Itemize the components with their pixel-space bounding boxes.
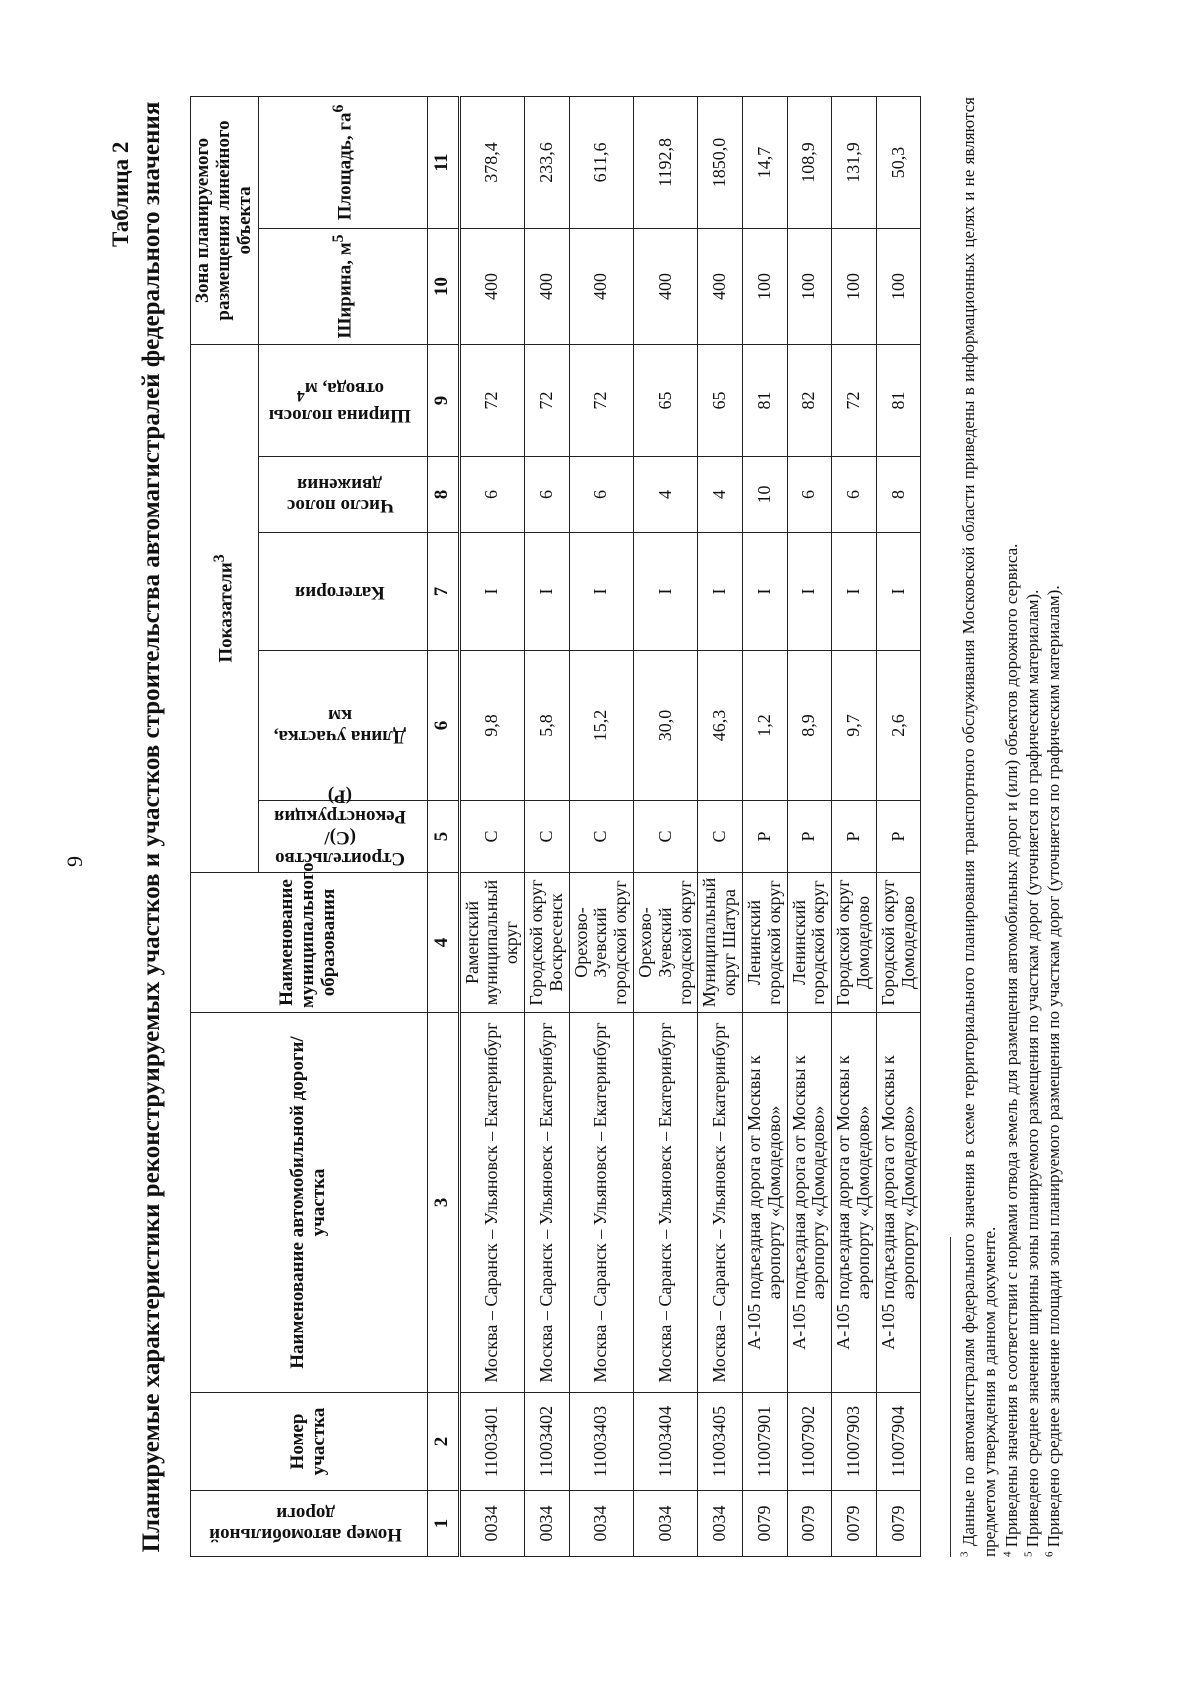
cell-lanes: 8 bbox=[876, 457, 921, 533]
cell-section-number: 11003405 bbox=[698, 1393, 743, 1491]
cell-category: I bbox=[633, 533, 697, 651]
header-section-number: Номер участка bbox=[191, 1393, 428, 1491]
cell-road-number: 0034 bbox=[633, 1491, 697, 1557]
cell-right-of-way: 65 bbox=[698, 344, 743, 456]
cell-road-name: Москва – Саранск – Ульяновск – Екатеринбург bbox=[459, 1013, 524, 1393]
cell-section-number: 11007904 bbox=[876, 1393, 921, 1491]
cell-construction-type: С bbox=[633, 801, 697, 873]
column-number: 3 bbox=[427, 1013, 459, 1393]
cell-category: I bbox=[459, 533, 524, 651]
cell-length: 1,2 bbox=[742, 651, 787, 801]
cell-lanes: 6 bbox=[832, 457, 877, 533]
cell-construction-type: Р bbox=[787, 801, 832, 873]
cell-section-number: 11003403 bbox=[569, 1393, 633, 1491]
header-category: Категория bbox=[258, 533, 427, 651]
cell-municipality: Муниципальный округ Шатура bbox=[698, 873, 743, 1013]
footnote-text: Приведено среднее значение ширины зоны планируемого размещения по участкам дорог (уточняется по графическим материалам). bbox=[1022, 589, 1042, 1548]
footnote-separator bbox=[950, 1237, 951, 1557]
road-sections-table bbox=[190, 96, 921, 1557]
cell-road-name: А-105 подъездная дорога от Москвы к аэропорту «Домодедово» bbox=[787, 1013, 832, 1393]
footnote bbox=[1001, 97, 1022, 1557]
cell-length: 15,2 bbox=[569, 651, 633, 801]
cell-lanes: 6 bbox=[569, 457, 633, 533]
cell-category: I bbox=[524, 533, 569, 651]
cell-municipality: Ленинский городской округ bbox=[787, 873, 832, 1013]
column-number: 7 bbox=[427, 533, 459, 651]
cell-right-of-way: 72 bbox=[832, 344, 877, 456]
cell-road-number: 0079 bbox=[787, 1491, 832, 1557]
footnote-mark: 6 bbox=[1043, 1551, 1056, 1557]
cell-zone-width: 100 bbox=[742, 228, 787, 344]
cell-road-number: 0079 bbox=[742, 1491, 787, 1557]
cell-road-name: А-105 подъездная дорога от Москвы к аэропорту «Домодедово» bbox=[742, 1013, 787, 1393]
cell-lanes: 6 bbox=[459, 457, 524, 533]
cell-zone-width: 100 bbox=[832, 228, 877, 344]
cell-right-of-way: 81 bbox=[742, 344, 787, 456]
column-number: 9 bbox=[427, 344, 459, 456]
cell-right-of-way: 81 bbox=[876, 344, 921, 456]
cell-zone-width: 400 bbox=[524, 228, 569, 344]
cell-right-of-way: 82 bbox=[787, 344, 832, 456]
footnote-text: Приведены значения в соответствии с нормами отвода земель для размещения автомобильных дорог и (или) объектов дорожного сервиса. bbox=[1001, 543, 1021, 1548]
cell-section-number: 11007903 bbox=[832, 1393, 877, 1491]
column-number: 11 bbox=[427, 96, 459, 228]
cell-category: I bbox=[742, 533, 787, 651]
cell-road-number: 0034 bbox=[698, 1491, 743, 1557]
page-number: 9 bbox=[62, 856, 87, 867]
cell-lanes: 4 bbox=[698, 457, 743, 533]
cell-zone-area: 378,4 bbox=[459, 96, 524, 228]
cell-construction-type: С bbox=[569, 801, 633, 873]
cell-zone-area: 1192,8 bbox=[633, 96, 697, 228]
header-road-number: Номер автомобильной дороги bbox=[191, 1491, 428, 1557]
cell-road-name: Москва – Саранск – Ульяновск – Екатеринбург bbox=[698, 1013, 743, 1393]
cell-length: 30,0 bbox=[633, 651, 697, 801]
cell-municipality: Городской округ Воскресенск bbox=[524, 873, 569, 1013]
cell-zone-width: 400 bbox=[633, 228, 697, 344]
cell-municipality: Раменский муниципальный округ bbox=[459, 873, 524, 1013]
cell-lanes: 4 bbox=[633, 457, 697, 533]
cell-zone-area: 14,7 bbox=[742, 96, 787, 228]
header-zone: Зона планируемого размещения линейного объекта bbox=[191, 96, 259, 344]
cell-road-number: 0034 bbox=[524, 1491, 569, 1557]
cell-zone-area: 50,3 bbox=[876, 96, 921, 228]
table-row bbox=[633, 96, 697, 1556]
cell-road-name: Москва – Саранск – Ульяновск – Екатеринбург bbox=[569, 1013, 633, 1393]
cell-road-name: Москва – Саранск – Ульяновск – Екатеринбург bbox=[524, 1013, 569, 1393]
cell-category: I bbox=[832, 533, 877, 651]
cell-section-number: 11003401 bbox=[459, 1393, 524, 1491]
cell-road-name: Москва – Саранск – Ульяновск – Екатеринбург bbox=[633, 1013, 697, 1393]
footnote-mark: 4 bbox=[1000, 1551, 1013, 1557]
header-right-of-way: Ширина полосы отвода, $м^4$ bbox=[258, 344, 427, 456]
column-number: 10 bbox=[427, 228, 459, 344]
cell-municipality: Городской округ Домодедово bbox=[876, 873, 921, 1013]
footnote-text: Данные по автомагистралям федерального значения в схеме территориального планирования транспортного обслуживания Московской области приведены в информационных целях и не являются предметом утверждения в данном документе. bbox=[959, 97, 1000, 1557]
column-number: 4 bbox=[427, 873, 459, 1013]
header-zone-width: Ширина, $м^5$ bbox=[258, 228, 427, 344]
table-row bbox=[524, 96, 569, 1556]
cell-municipality: Орехово-Зуевский городской округ bbox=[569, 873, 633, 1013]
column-number: 5 bbox=[427, 801, 459, 873]
cell-road-number: 0034 bbox=[569, 1491, 633, 1557]
header-indicators: Показатели$^3$ bbox=[191, 344, 259, 872]
cell-zone-area: 1850,0 bbox=[698, 96, 743, 228]
cell-road-number: 0034 bbox=[459, 1491, 524, 1557]
cell-length: 46,3 bbox=[698, 651, 743, 801]
cell-road-name: А-105 подъездная дорога от Москвы к аэропорту «Домодедово» bbox=[876, 1013, 921, 1393]
cell-section-number: 11007902 bbox=[787, 1393, 832, 1491]
cell-zone-width: 400 bbox=[698, 228, 743, 344]
footnote-text: Приведено среднее значение площади зоны планируемого размещения по участкам дорог (уточняется по графическим материалам). bbox=[1044, 585, 1063, 1548]
cell-length: 2,6 bbox=[876, 651, 921, 801]
header-length: Длина участка, км bbox=[258, 651, 427, 801]
column-number: 2 bbox=[427, 1393, 459, 1491]
cell-construction-type: С bbox=[524, 801, 569, 873]
cell-construction-type: Р bbox=[742, 801, 787, 873]
column-number: 6 bbox=[427, 651, 459, 801]
cell-lanes: 10 bbox=[742, 457, 787, 533]
cell-section-number: 11003402 bbox=[524, 1393, 569, 1491]
column-number: 8 bbox=[427, 457, 459, 533]
cell-municipality: Городской округ Домодедово bbox=[832, 873, 877, 1013]
cell-lanes: 6 bbox=[787, 457, 832, 533]
cell-length: 5,8 bbox=[524, 651, 569, 801]
cell-zone-width: 100 bbox=[876, 228, 921, 344]
table-row bbox=[832, 96, 877, 1556]
cell-zone-area: 131,9 bbox=[832, 96, 877, 228]
header-municipality: Наименование муниципального образования bbox=[191, 873, 428, 1013]
cell-section-number: 11003404 bbox=[633, 1393, 697, 1491]
cell-zone-area: 611,6 bbox=[569, 96, 633, 228]
cell-construction-type: С bbox=[459, 801, 524, 873]
footnote bbox=[1022, 97, 1043, 1557]
footnote-mark: 5 bbox=[1022, 1551, 1035, 1557]
cell-section-number: 11007901 bbox=[742, 1393, 787, 1491]
table-row bbox=[787, 96, 832, 1556]
document-title: Планируемые характеристики реконструируемых участков и участков строительства автомагистралей федерального значения bbox=[138, 101, 165, 1553]
cell-length: 9,8 bbox=[459, 651, 524, 801]
cell-right-of-way: 72 bbox=[459, 344, 524, 456]
cell-zone-width: 100 bbox=[787, 228, 832, 344]
table-row bbox=[698, 96, 743, 1556]
header-road-name: Наименование автомобильной дороги/участка bbox=[191, 1013, 428, 1393]
cell-length: 8,9 bbox=[787, 651, 832, 801]
cell-right-of-way: 72 bbox=[524, 344, 569, 456]
cell-category: I bbox=[569, 533, 633, 651]
cell-construction-type: Р bbox=[876, 801, 921, 873]
cell-road-number: 0079 bbox=[876, 1491, 921, 1557]
cell-zone-width: 400 bbox=[459, 228, 524, 344]
cell-length: 9,7 bbox=[832, 651, 877, 801]
cell-construction-type: С bbox=[698, 801, 743, 873]
cell-right-of-way: 65 bbox=[633, 344, 697, 456]
header-construction: Строительство (С)/ Реконструкция (Р) bbox=[258, 801, 427, 873]
cell-category: I bbox=[876, 533, 921, 651]
footnotes bbox=[958, 97, 1064, 1557]
table-body bbox=[459, 96, 921, 1556]
cell-lanes: 6 bbox=[524, 457, 569, 533]
header-zone-area: Площадь, $га^6$ bbox=[258, 96, 427, 228]
footnote-mark: 3 bbox=[958, 1551, 971, 1557]
header-lanes: Число полос движения bbox=[258, 457, 427, 533]
table-row bbox=[569, 96, 633, 1556]
cell-category: I bbox=[698, 533, 743, 651]
cell-zone-width: 400 bbox=[569, 228, 633, 344]
cell-municipality: Ленинский городской округ bbox=[742, 873, 787, 1013]
footnote bbox=[958, 97, 1001, 1557]
cell-road-name: А-105 подъездная дорога от Москвы к аэропорту «Домодедово» bbox=[832, 1013, 877, 1393]
cell-road-number: 0079 bbox=[832, 1491, 877, 1557]
table-row bbox=[876, 96, 921, 1556]
table-caption: Таблица 2 bbox=[108, 141, 133, 247]
cell-zone-area: 233,6 bbox=[524, 96, 569, 228]
cell-category: I bbox=[787, 533, 832, 651]
footnote bbox=[1043, 97, 1064, 1557]
cell-right-of-way: 72 bbox=[569, 344, 633, 456]
column-number: 1 bbox=[427, 1491, 459, 1557]
cell-municipality: Орехово-Зуевский городской округ bbox=[633, 873, 697, 1013]
cell-construction-type: Р bbox=[832, 801, 877, 873]
table-row bbox=[459, 96, 524, 1556]
column-numbers-row bbox=[427, 96, 459, 1556]
cell-zone-area: 108,9 bbox=[787, 96, 832, 228]
table-row bbox=[742, 96, 787, 1556]
